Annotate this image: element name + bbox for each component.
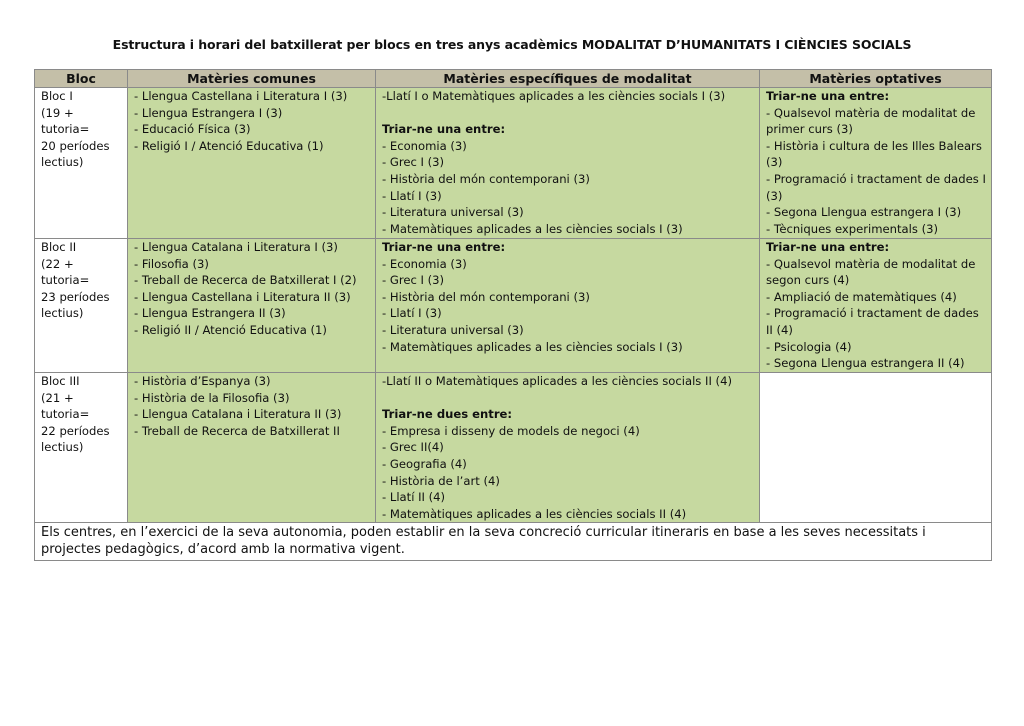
list-item: - Llengua Catalana i Literatura I (3): [134, 240, 338, 254]
bloc-text: Bloc III: [41, 374, 80, 388]
choice-heading: Triar-ne una entre:: [766, 89, 890, 103]
table-row-bloc-3: [35, 373, 992, 523]
list-item: - Matemàtiques aplicades a les ciències socials II (4): [382, 506, 687, 521]
list-item: -Llatí II o Matemàtiques aplicades a les ciències socials II (4): [382, 374, 732, 388]
list-item: - Segona Llengua estrangera I (3): [766, 205, 962, 220]
choice-heading: Triar-ne dues entre:: [382, 407, 513, 422]
list-item: - Grec II(4): [382, 440, 444, 455]
comunes-cell: [128, 373, 376, 523]
curriculum-table: [34, 69, 992, 561]
list-item: - Qualsevol matèria de modalitat de: [766, 256, 976, 271]
bloc-text: Bloc I: [41, 89, 73, 103]
list-item: - Història i cultura de les Illes Balears: [766, 138, 982, 153]
list-item: II (4): [766, 322, 793, 337]
bloc-cell: [35, 239, 128, 373]
list-item: primer curs (3): [766, 122, 853, 137]
bloc-text: (21 + tutoria=: [41, 390, 90, 422]
list-item: - Economia (3): [382, 138, 467, 153]
list-item: - Matemàtiques aplicades a les ciències socials I (3): [382, 221, 683, 236]
list-item: - Filosofia (3): [134, 256, 209, 271]
spacer: [382, 105, 754, 122]
optatives-cell-empty: [760, 373, 992, 523]
list-item: - Treball de Recerca de Batxillerat I (2): [134, 273, 357, 288]
list-item: - Economia (3): [382, 256, 467, 271]
list-item: - Grec I (3): [382, 155, 445, 170]
choice-heading: Triar-ne una entre:: [382, 122, 506, 137]
list-item: - Geografia (4): [382, 456, 467, 471]
list-item: - Llengua Castellana i Literatura I (3): [134, 89, 348, 103]
bloc-text: (22 + tutoria=: [41, 256, 90, 288]
list-item: -Llatí I o Matemàtiques aplicades a les ciències socials I (3): [382, 89, 726, 103]
list-item: - Empresa i disseny de models de negoci (4): [382, 423, 640, 438]
optatives-cell: [760, 239, 992, 373]
list-item: - Història d’Espanya (3): [134, 374, 271, 388]
bloc-text: 20 períodes: [41, 138, 110, 153]
bloc-cell: [35, 88, 128, 239]
document-title: Estructura i horari del batxillerat per blocs en tres anys acadèmics MODALITAT D’HUMANITATS I CIÈNCIES SOCIALS: [112, 37, 912, 52]
bloc-text: lectius): [41, 306, 84, 321]
list-item: - Llatí II (4): [382, 490, 446, 505]
list-item: - Llengua Catalana i Literatura II (3): [134, 407, 342, 422]
especifiques-cell: [376, 373, 760, 523]
bloc-text: lectius): [41, 440, 84, 455]
list-item: - Religió I / Atenció Educativa (1): [134, 138, 324, 153]
list-item: - Psicologia (4): [766, 339, 852, 354]
table-header-row: [35, 70, 992, 88]
bloc-text: Bloc II: [41, 240, 77, 254]
choice-heading: Triar-ne una entre:: [766, 240, 890, 254]
list-item: - Història de l’art (4): [382, 473, 500, 488]
header-materies-especifiques: Matèries específiques de modalitat: [376, 70, 760, 88]
list-item: - Llengua Estrangera I (3): [134, 105, 283, 120]
footnote-text: Els centres, en l’exercici de la seva autonomia, poden establir en la seva concreció curricular itineraris en base a les seves necessitats i projectes pedagògics, d’acord amb la normativa vigent.: [35, 523, 992, 561]
table-row-bloc-2: [35, 239, 992, 373]
list-item: - Educació Física (3): [134, 122, 251, 137]
list-item: - Religió II / Atenció Educativa (1): [134, 322, 327, 337]
header-materies-optatives: Matèries optatives: [760, 70, 992, 88]
list-item: - Segona Llengua estrangera II (4): [766, 356, 965, 371]
list-item: segon curs (4): [766, 273, 850, 288]
header-bloc: Bloc: [35, 70, 128, 88]
list-item: (3): [766, 188, 783, 203]
choice-heading: Triar-ne una entre:: [382, 240, 506, 254]
bloc-text: 22 períodes: [41, 423, 110, 438]
table-note-row: [35, 523, 992, 561]
list-item: (3): [766, 155, 783, 170]
header-materies-comunes: Matèries comunes: [128, 70, 376, 88]
list-item: - Grec I (3): [382, 273, 445, 288]
list-item: - Història del món contemporani (3): [382, 289, 590, 304]
bloc-text: (19 + tutoria=: [41, 105, 90, 137]
bloc-text: 23 períodes: [41, 289, 110, 304]
table-row-bloc-1: [35, 88, 992, 239]
comunes-cell: [128, 239, 376, 373]
list-item: - Tècniques experimentals (3): [766, 221, 939, 236]
list-item: - Treball de Recerca de Batxillerat II: [134, 423, 340, 438]
list-item: - Literatura universal (3): [382, 322, 524, 337]
bloc-text: lectius): [41, 155, 84, 170]
list-item: - Llatí I (3): [382, 188, 442, 203]
list-item: - Programació i tractament de dades I: [766, 171, 986, 186]
list-item: - Llengua Estrangera II (3): [134, 306, 286, 321]
list-item: - Matemàtiques aplicades a les ciències socials I (3): [382, 339, 683, 354]
list-item: - Qualsevol matèria de modalitat de: [766, 105, 976, 120]
optatives-cell: [760, 88, 992, 239]
spacer: [382, 390, 754, 407]
list-item: - Llengua Castellana i Literatura II (3): [134, 289, 351, 304]
list-item: - Literatura universal (3): [382, 205, 524, 220]
bloc-cell: [35, 373, 128, 523]
list-item: - Ampliació de matemàtiques (4): [766, 289, 957, 304]
list-item: - Història del món contemporani (3): [382, 171, 590, 186]
list-item: - Programació i tractament de dades: [766, 306, 979, 321]
list-item: - Història de la Filosofia (3): [134, 390, 290, 405]
list-item: - Llatí I (3): [382, 306, 442, 321]
especifiques-cell: [376, 88, 760, 239]
comunes-cell: [128, 88, 376, 239]
especifiques-cell: [376, 239, 760, 373]
